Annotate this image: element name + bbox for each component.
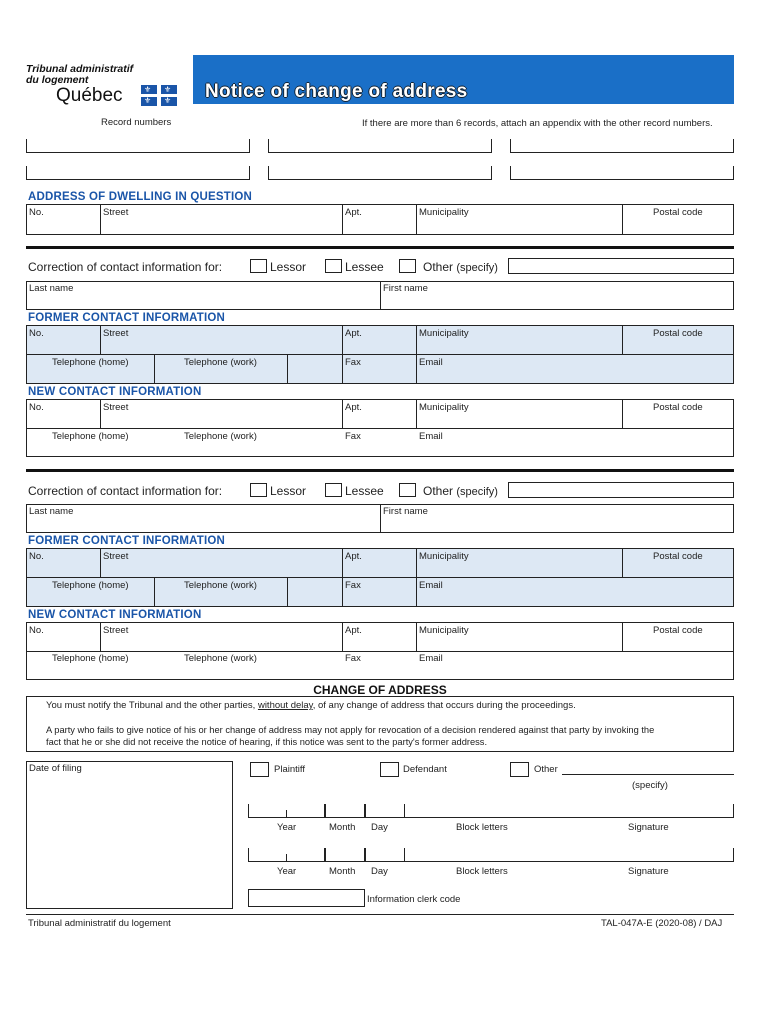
other-party-checkbox[interactable]: [510, 762, 529, 777]
month-label-1: Month: [329, 822, 356, 833]
former-fax-label-2: Fax: [345, 580, 361, 591]
new-tel-work-label-2: Telephone (work): [184, 653, 257, 664]
dwelling-street-label: Street: [103, 207, 129, 218]
lessor-checkbox-1[interactable]: [250, 259, 267, 273]
lessor-checkbox-2[interactable]: [250, 483, 267, 497]
plaintiff-label: Plaintiff: [274, 764, 305, 775]
new-street-label-1: Street: [103, 402, 129, 413]
former-fax-label-1: Fax: [345, 357, 361, 368]
former-apt-label-2: Apt.: [345, 551, 362, 562]
title-banner: [193, 55, 734, 104]
dwelling-municipality-label: Municipality: [419, 207, 469, 218]
block-letters-label-2: Block letters: [456, 866, 508, 877]
org-logo: [26, 64, 186, 108]
clerk-code-label: Information clerk code: [367, 894, 461, 905]
new-municipality-label-1: Municipality: [419, 402, 469, 413]
former-no-label-1: No.: [29, 328, 44, 339]
correction-label-2: Correction of contact information for:: [28, 484, 223, 498]
page-title: Notice of change of address: [205, 81, 468, 102]
former-contact-heading-2: FORMER CONTACT INFORMATION: [28, 535, 226, 547]
new-street-label-2: Street: [103, 625, 129, 636]
change-of-address-heading: CHANGE OF ADDRESS: [313, 683, 447, 697]
record-number-field-6[interactable]: [510, 166, 734, 180]
former-tel-home-label-2: Telephone (home): [52, 580, 129, 591]
quebec-wordmark: Québec: [56, 85, 123, 106]
notice-paragraph-2a: A party who fails to give notice of his or her change of address may not apply for revocation of a decision rendered against that party by invoking the: [46, 725, 655, 735]
section-divider: [26, 469, 734, 472]
block-letters-line-1[interactable]: [405, 817, 565, 818]
plaintiff-checkbox[interactable]: [250, 762, 269, 777]
lessee-checkbox-1[interactable]: [325, 259, 342, 273]
other-party-specify-line[interactable]: [562, 774, 734, 775]
defendant-checkbox[interactable]: [380, 762, 399, 777]
other-specify-field-1[interactable]: [508, 258, 734, 274]
record-numbers-label: Record numbers: [101, 117, 172, 128]
day-label-2: Day: [371, 866, 388, 877]
year-label-2: Year: [277, 866, 297, 877]
new-no-label-2: No.: [29, 625, 44, 636]
former-postal-label-2: Postal code: [653, 551, 703, 562]
new-postal-label-2: Postal code: [653, 625, 703, 636]
other-label-2: Other (specify): [423, 484, 498, 498]
signature-line-1[interactable]: [565, 817, 734, 818]
dwelling-apt-label: Apt.: [345, 207, 362, 218]
record-number-field-3[interactable]: [510, 139, 734, 153]
lessor-label-1: Lessor: [270, 260, 307, 274]
footer-rule: [26, 914, 734, 915]
record-number-field-5[interactable]: [268, 166, 492, 180]
new-apt-label-2: Apt.: [345, 625, 362, 636]
former-postal-label-1: Postal code: [653, 328, 703, 339]
first-name-label-2: First name: [383, 506, 428, 517]
defendant-label: Defendant: [403, 764, 447, 775]
former-municipality-label-1: Municipality: [419, 328, 469, 339]
former-email-label-1: Email: [419, 357, 443, 368]
new-municipality-label-2: Municipality: [419, 625, 469, 636]
signature-line-2[interactable]: [565, 861, 734, 862]
block-letters-line-2[interactable]: [405, 861, 565, 862]
signature-label-2: Signature: [628, 866, 669, 877]
block-letters-label-1: Block letters: [456, 822, 508, 833]
new-no-label-1: No.: [29, 402, 44, 413]
lessee-checkbox-2[interactable]: [325, 483, 342, 497]
former-municipality-label-2: Municipality: [419, 551, 469, 562]
lessee-label-1: Lessee: [345, 260, 384, 274]
footer-org: Tribunal administratif du logement: [28, 918, 171, 929]
lessee-label-2: Lessee: [345, 484, 384, 498]
other-specify-field-2[interactable]: [508, 482, 734, 498]
date-of-filing-label: Date of filing: [29, 763, 82, 774]
date-field-month-2[interactable]: [325, 848, 365, 862]
date-field-day-1[interactable]: [365, 804, 405, 818]
other-label-1: Other (specify): [423, 260, 498, 274]
record-number-field-2[interactable]: [268, 139, 492, 153]
record-number-field-4[interactable]: [26, 166, 250, 180]
former-street-label-1: Street: [103, 328, 129, 339]
fleur-de-lis-flag-icon: ⚜ ⚜ ⚜ ⚜: [141, 85, 177, 106]
notice-paragraph-2b: fact that he or she did not receive the notice of hearing, if this notice was sent to the party's former address.: [46, 737, 488, 747]
new-tel-work-label-1: Telephone (work): [184, 431, 257, 442]
former-apt-label-1: Apt.: [345, 328, 362, 339]
information-clerk-code-field[interactable]: [248, 889, 364, 907]
correction-label-1: Correction of contact information for:: [28, 260, 223, 274]
date-field-day-2[interactable]: [365, 848, 405, 862]
former-tel-work-label-1: Telephone (work): [184, 357, 257, 368]
day-label-1: Day: [371, 822, 388, 833]
date-field-month-1[interactable]: [325, 804, 365, 818]
org-name-line2: du logement: [26, 74, 89, 86]
footer-form-code: TAL-047A-E (2020-08) / DAJ: [601, 918, 723, 929]
former-no-label-2: No.: [29, 551, 44, 562]
other-checkbox-1[interactable]: [399, 259, 416, 273]
dwelling-heading: ADDRESS OF DWELLING IN QUESTION: [28, 191, 253, 203]
month-label-2: Month: [329, 866, 356, 877]
other-party-label: Other: [534, 764, 558, 775]
former-email-label-2: Email: [419, 580, 443, 591]
section-divider: [26, 246, 734, 249]
former-tel-home-label-1: Telephone (home): [52, 357, 129, 368]
new-email-label-1: Email: [419, 431, 443, 442]
year-label-1: Year: [277, 822, 297, 833]
other-checkbox-2[interactable]: [399, 483, 416, 497]
specify-label: (specify): [632, 780, 668, 791]
new-postal-label-1: Postal code: [653, 402, 703, 413]
dwelling-no-label: No.: [29, 207, 44, 218]
signature-label-1: Signature: [628, 822, 669, 833]
new-contact-heading-1: NEW CONTACT INFORMATION: [28, 386, 202, 398]
dwelling-postal-label: Postal code: [653, 207, 703, 218]
new-tel-home-label-2: Telephone (home): [52, 653, 129, 664]
notice-paragraph-1: You must notify the Tribunal and the other parties, without delay, of any change of address that occurs during the proceedings.: [46, 700, 576, 711]
org-name-line1: Tribunal administratif: [26, 63, 134, 75]
lessor-label-2: Lessor: [270, 484, 307, 498]
last-name-label-1: Last name: [29, 283, 74, 294]
record-number-field-1[interactable]: [26, 139, 250, 153]
last-name-label-2: Last name: [29, 506, 74, 517]
new-email-label-2: Email: [419, 653, 443, 664]
new-tel-home-label-1: Telephone (home): [52, 431, 129, 442]
former-street-label-2: Street: [103, 551, 129, 562]
former-tel-work-label-2: Telephone (work): [184, 580, 257, 591]
former-contact-heading-1: FORMER CONTACT INFORMATION: [28, 312, 226, 324]
new-apt-label-1: Apt.: [345, 402, 362, 413]
new-contact-heading-2: NEW CONTACT INFORMATION: [28, 609, 202, 621]
first-name-label-1: First name: [383, 283, 428, 294]
dwelling-address-row[interactable]: [26, 204, 734, 235]
new-fax-label-2: Fax: [345, 653, 361, 664]
new-fax-label-1: Fax: [345, 431, 361, 442]
record-numbers-note: If there are more than 6 records, attach an appendix with the other record numbers.: [362, 118, 713, 129]
date-of-filing-box[interactable]: [26, 761, 233, 909]
